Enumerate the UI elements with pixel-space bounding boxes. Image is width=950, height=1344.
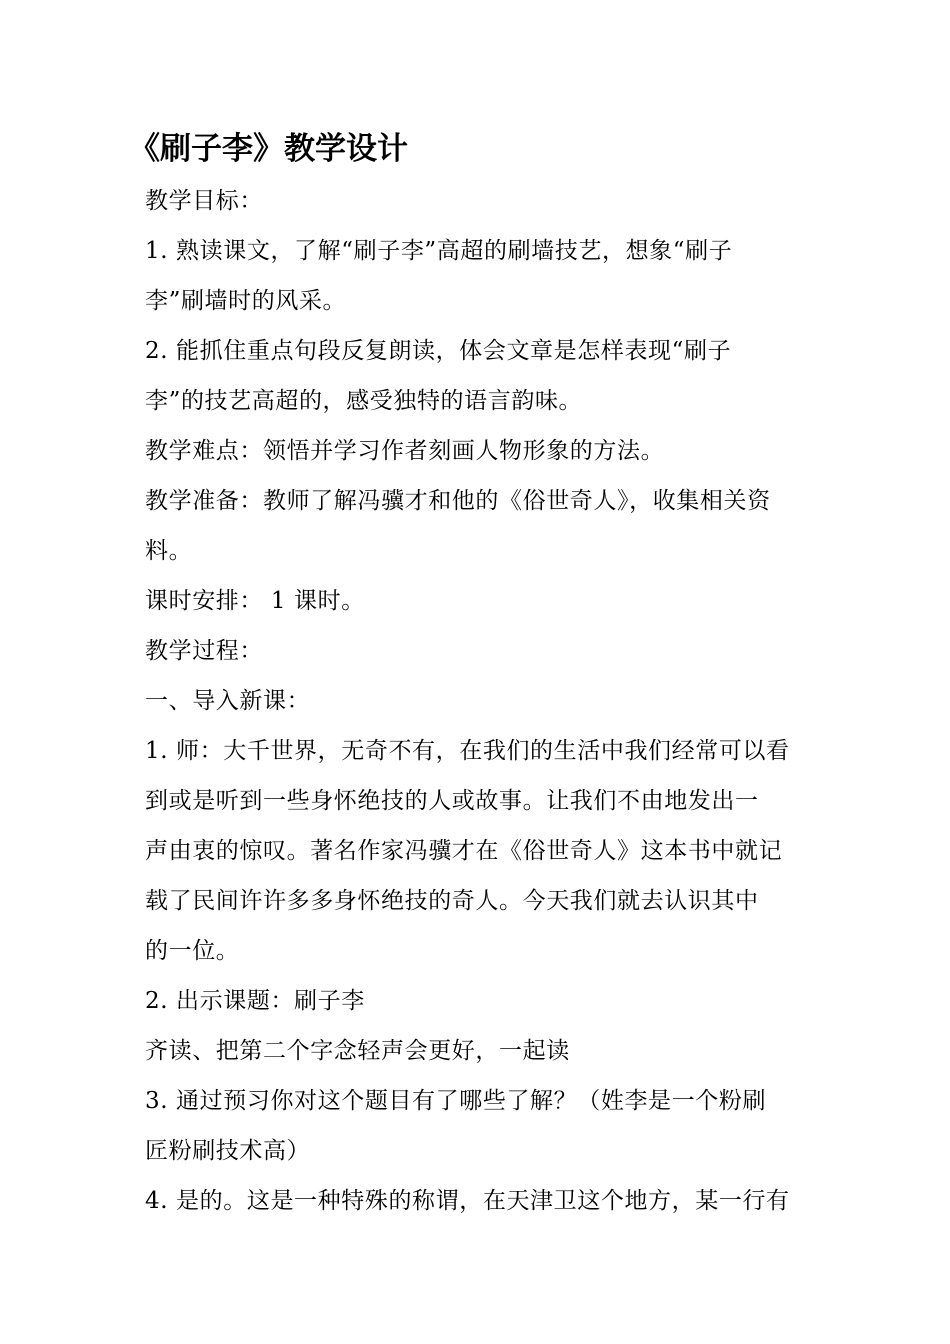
text-line: 到或是听到一些身怀绝技的人或故事。让我们不由地发出一 (145, 788, 759, 814)
text-line: 1. 师：大千世界，无奇不有，在我们的生活中我们经常可以看 (145, 738, 790, 764)
text-line: 李”的技艺高超的，感受独特的语言韵味。 (145, 388, 583, 414)
text-line: 3. 通过预习你对这个题目有了哪些了解？（姓李是一个粉刷 (145, 1088, 767, 1114)
text-line: 课时安排： 1 课时。 (145, 588, 365, 614)
text-line: 4. 是的。这是一种特殊的称谓，在天津卫这个地方，某一行有 (145, 1188, 790, 1214)
text-line: 2. 出示课题：刷子李 (145, 988, 365, 1014)
text-line: 2. 能抓住重点句段反复朗读，体会文章是怎样表现“刷子 (145, 338, 732, 364)
text-line: 声由衷的惊叹。著名作家冯骥才在《俗世奇人》这本书中就记 (145, 838, 783, 864)
text-line: 一、导入新课： (145, 688, 311, 714)
text-line: 齐读、把第二个字念轻声会更好，一起读 (145, 1038, 570, 1064)
text-line: 李”刷墙时的风采。 (145, 288, 347, 314)
text-line: 料。 (145, 538, 193, 564)
text-line: 的一位。 (145, 938, 240, 964)
text-line: 载了民间许许多多身怀绝技的奇人。今天我们就去认识其中 (145, 888, 759, 914)
document-title: 《刷子李》教学设计 (129, 131, 408, 167)
document-body (145, 176, 810, 1226)
text-line: 教学过程： (145, 638, 263, 664)
text-line: 教学目标： (145, 188, 263, 214)
text-line: 教学难点：领悟并学习作者刻画人物形象的方法。 (145, 438, 665, 464)
text-line: 匠粉刷技术高） (145, 1138, 311, 1164)
text-line: 教学准备：教师了解冯骥才和他的《俗世奇人》，收集相关资 (145, 488, 771, 514)
document-page (129, 122, 810, 1226)
text-line: 1. 熟读课文，了解“刷子李”高超的刷墙技艺，想象“刷子 (145, 238, 733, 264)
